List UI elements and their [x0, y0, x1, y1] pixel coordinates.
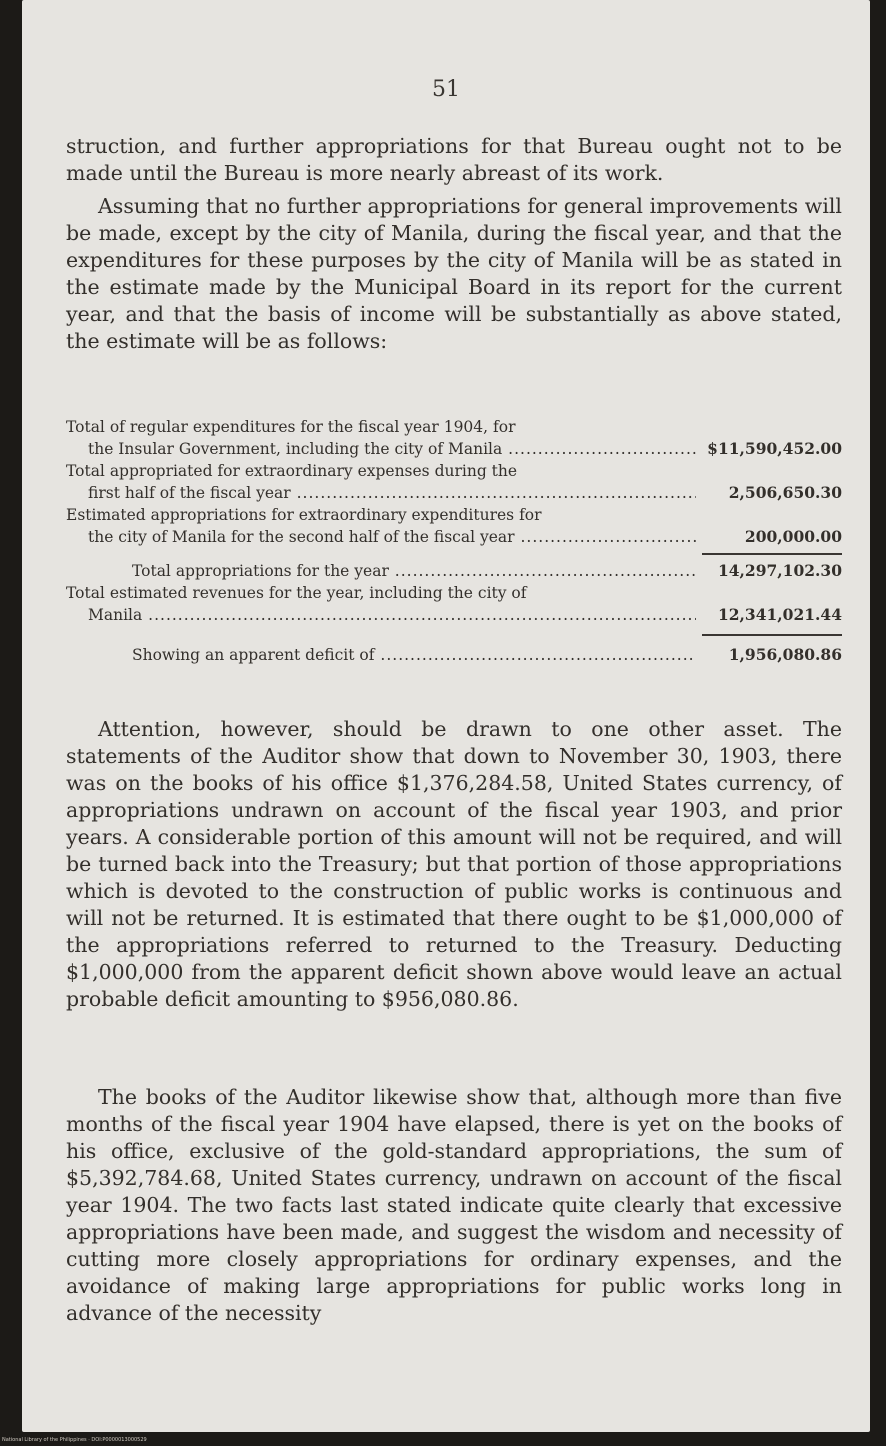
ledger-label: the city of Manila for the second half of the fiscal year ..... [66, 526, 696, 548]
ledger-label: Total appropriated for extraordinary expenses during the [66, 462, 518, 480]
paragraph-auditor-books: The books of the Auditor likewise show that, although more than five months of the fiscal year 1904 have elapsed, there is yet on the books of his office, exclusive of the gold-standard appropriations, the sum of $5,392,784.68, United States currency, undrawn on account of the fiscal year 1904. The two facts last stated indicate quite clearly that excessive appropriations have been made, and suggest the wisdom and necessity of cutting more closely appropriations for ordinary expenses, and the avoidance of making large appropriations for public works long in advance of the necessity [66, 1085, 842, 1325]
ledger-amount: $11,590,452.00 [707, 439, 842, 458]
paragraph-continuation: struction, and further appropriations for that Bureau ought not to be made until the Bureau is more nearly abreast of its work. [66, 134, 842, 185]
ledger-amount: 12,341,021.44 [717, 605, 842, 624]
ledger-row-total [66, 560, 842, 582]
ledger-amount: 2,506,650.30 [728, 483, 842, 502]
ledger-row [66, 416, 842, 438]
ledger-label: Estimated appropriations for extraordinary expenditures for [66, 506, 542, 524]
ledger-amount: 1,956,080.86 [728, 645, 842, 664]
ledger-amount: 200,000.00 [744, 527, 842, 546]
sum-rule [66, 626, 842, 644]
page-number: 51 [432, 77, 460, 102]
ledger-row [66, 482, 842, 504]
ledger-amount: 14,297,102.30 [717, 561, 842, 580]
ledger-label: the Insular Government, including the city of Manila ..... [66, 438, 696, 460]
document-page [22, 0, 870, 1432]
ledger-label: Showing an apparent deficit of ..... [66, 644, 696, 666]
scan-footer-id: National Library of the Philippines · DOI:P0000013000529 [2, 1437, 147, 1443]
ledger-row [66, 460, 842, 482]
ledger-row [66, 582, 842, 604]
ledger-row [66, 526, 842, 548]
ledger-label: Total appropriations for the year ..... [66, 560, 696, 582]
ledger-label: Manila ..... [66, 604, 696, 626]
ledger-label: Total of regular expenditures for the fiscal year 1904, for [66, 418, 516, 436]
ledger-label: Total estimated revenues for the year, including the city of [66, 584, 527, 602]
paragraph-estimate-intro: Assuming that no further appropriations for general improvements will be made, except by the city of Manila, during the fiscal year, and that the expenditures for these purposes by the city of Manila will be as stated in the estimate made by the Municipal Board in its report for the current year, and that the basis of income will be substantially as above stated, the estimate will be as follows: [66, 194, 842, 353]
ledger-row [66, 604, 842, 626]
ledger-row [66, 504, 842, 526]
rule-line [702, 634, 842, 636]
sum-rule [66, 548, 842, 560]
ledger-row-deficit [66, 644, 842, 666]
estimate-ledger [66, 416, 842, 666]
ledger-row [66, 438, 842, 460]
paragraph-auditor-asset: Attention, however, should be drawn to one other asset. The statements of the Auditor show that down to November 30, 1903, there was on the books of his office $1,376,284.58, United States currency, of appropriations undrawn on account of the fiscal year 1903, and prior years. A considerable portion of this amount will not be required, and will be turned back into the Treasury; but that portion of those appropriations which is devoted to the construction of public works is continuous and will not be returned. It is estimated that there ought to be $1,000,000 of the appropriations referred to returned to the Treasury. Deducting $1,000,000 from the apparent deficit shown above would leave an actual probable deficit amounting to $956,080.86. [66, 717, 842, 1011]
ledger-label: first half of the fiscal year ..... [66, 482, 696, 504]
rule-line [702, 553, 842, 555]
